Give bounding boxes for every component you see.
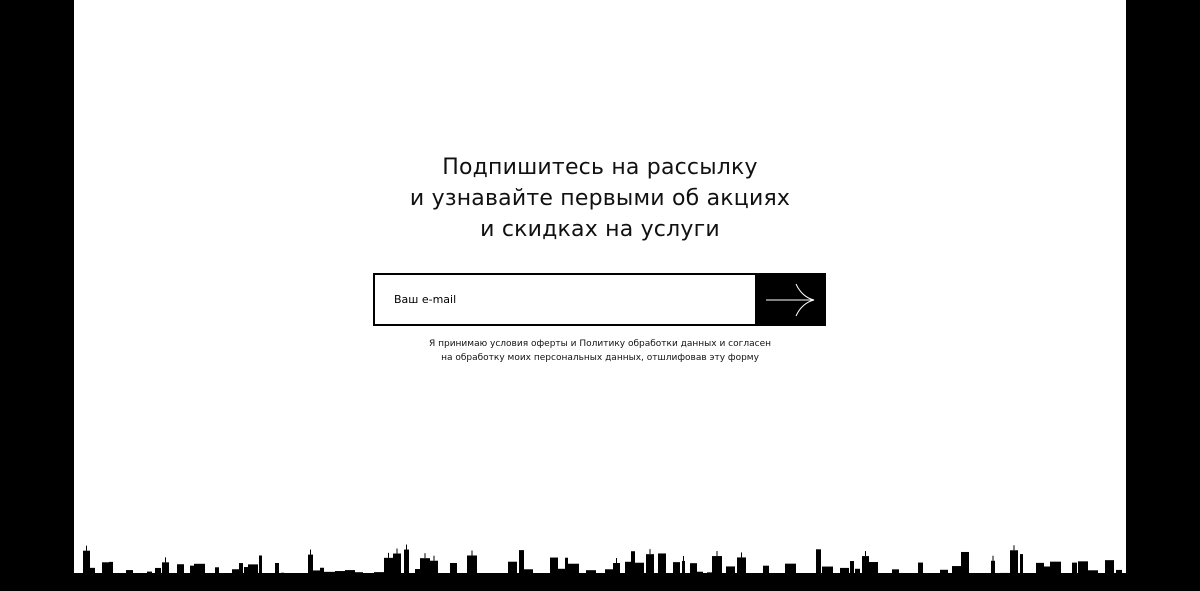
city-skyline-icon [74,516,1126,591]
arrow-right-icon [766,283,816,317]
consent-line-2: на обработку моих персональных данных, отшлифовав эту форму [441,353,759,363]
email-field[interactable] [375,275,755,324]
consent-note [74,337,1126,365]
consent-line-1: Я принимаю условия оферты и Политику обработки данных и согласен [428,339,772,349]
subscribe-form [373,273,826,326]
submit-button[interactable] [755,273,826,326]
subscribe-heading [74,152,1126,245]
heading-line-3: и скидках на услуги [480,217,720,242]
heading-line-1: Подпишитесь на рассылку [442,155,758,180]
email-field-box [373,273,755,326]
subscribe-page [74,0,1126,591]
heading-line-2: и узнавайте первыми об акциях [409,186,791,211]
